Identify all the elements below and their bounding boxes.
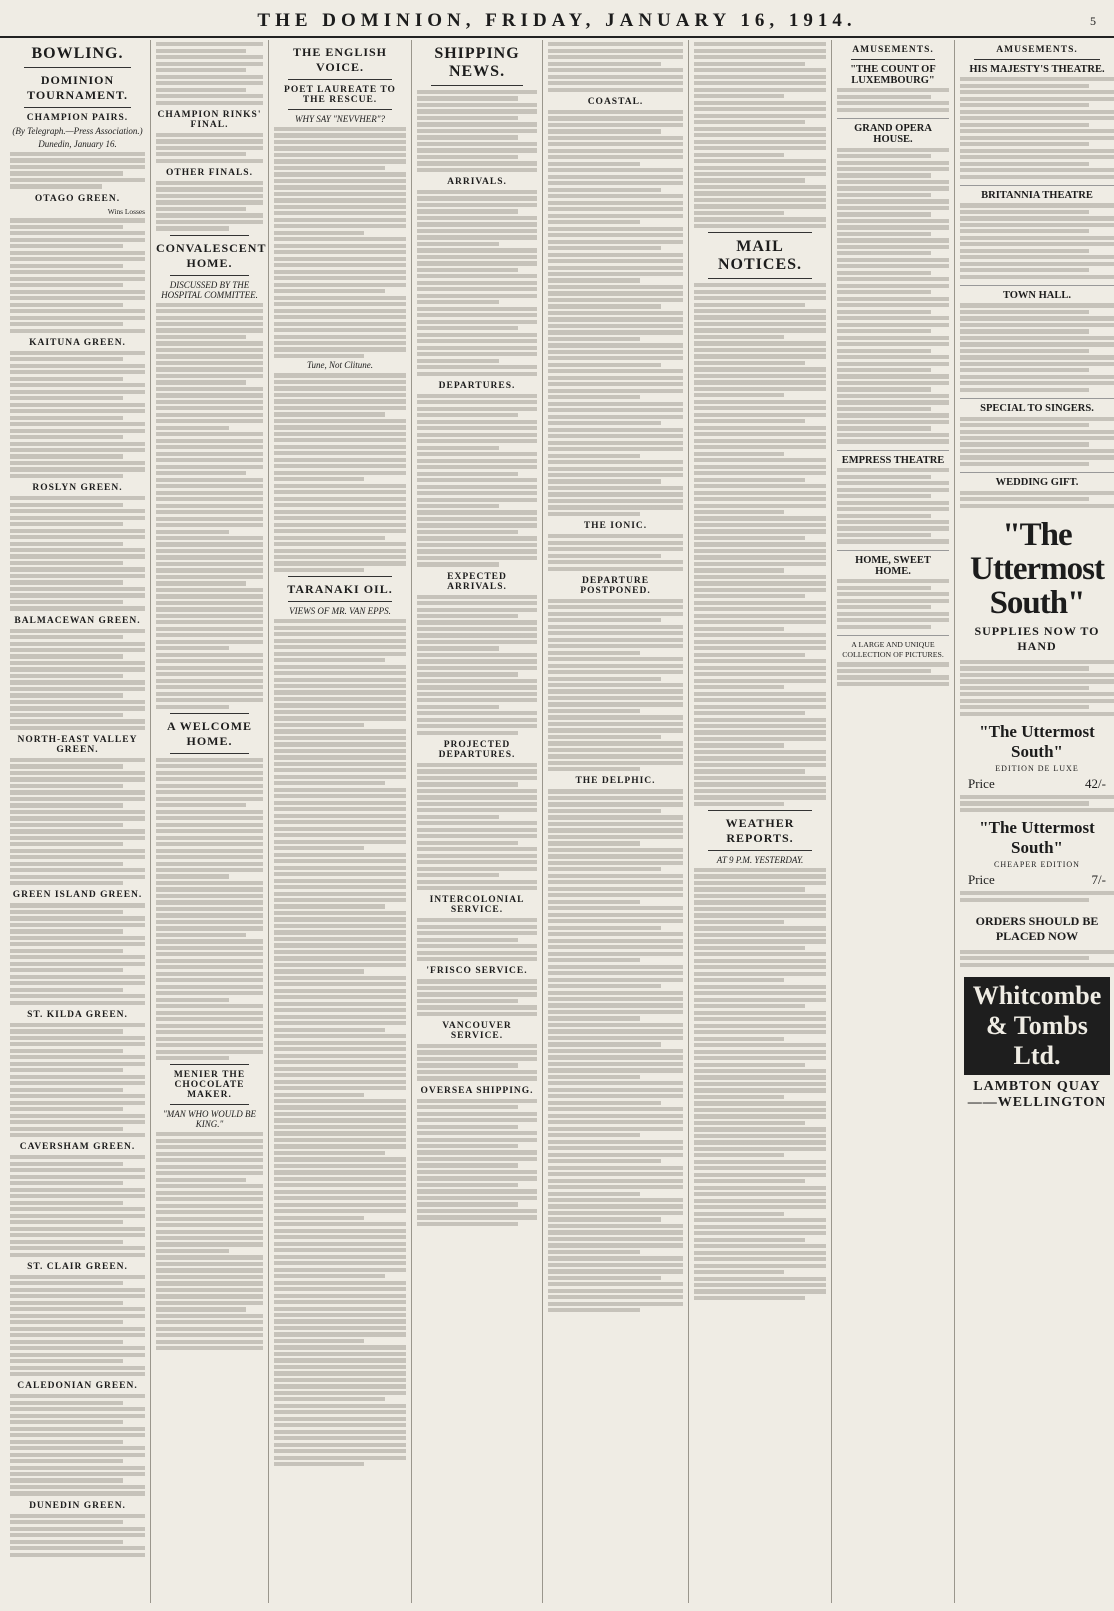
green-heading: NORTH-EAST VALLEY GREEN. [17, 735, 138, 755]
newspaper-columns [8, 40, 1106, 1603]
deluxe-price-row: Price 42/- [968, 775, 1106, 791]
convalescent-sub: DISCUSSED BY THE HOSPITAL COMMITTEE. [161, 279, 258, 300]
menier-heading: MENIER THE CHOCOLATE MAKER. [173, 1070, 246, 1101]
orders-heading: ORDERS SHOULD BE PLACED NOW [975, 913, 1099, 943]
weather-time-sub: AT 9 P.M. YESTERDAY. [716, 854, 804, 865]
green-heading: BALMACEWAN GREEN. [14, 615, 141, 626]
weather-reports-heading: WEATHER REPORTS. [725, 815, 795, 845]
column-5 [546, 40, 689, 1603]
delphic-heading: THE DELPHIC. [575, 776, 656, 787]
wedding-gift-heading: WEDDING GIFT. [995, 477, 1079, 489]
mail-notices-heading: MAIL NOTICES. [717, 238, 803, 274]
projected-departures-heading: PROJECTED DEPARTURES. [438, 739, 516, 760]
cheaper-edition-title: "The Uttermost South" [979, 818, 1095, 858]
ad-grand-opera-house: GRAND OPERA HOUSE. [837, 123, 949, 451]
champion-pairs-heading: CHAMPION PAIRS. [26, 113, 129, 123]
nevvher-sub: WHY SAY "NEVVHER"? [294, 114, 386, 124]
departure-postponed-heading: DEPARTURE POSTPONED. [580, 575, 651, 596]
rinks-final-heading: CHAMPION RINKS' FINAL. [157, 109, 262, 130]
masthead [0, 0, 1114, 38]
ionic-heading: THE IONIC. [583, 521, 648, 532]
arrivals-heading: ARRIVALS. [447, 177, 507, 187]
column-1 [8, 40, 151, 1603]
ad-his-majestys: HIS MAJESTY'S THEATRE. [960, 64, 1114, 186]
ad-special-singers: SPECIAL TO SINGERS. [960, 403, 1114, 473]
newspaper-title: THE DOMINION, FRIDAY, JANUARY 16, 1914. [257, 10, 857, 31]
green-heading: ST. CLAIR GREEN. [27, 1261, 128, 1272]
ad-empress-theatre: EMPRESS THEATRE [837, 455, 949, 551]
van-epps-sub: VIEWS OF MR. VAN EPPS. [289, 606, 391, 617]
tune-sub: Tune, Not Clitune. [306, 360, 373, 371]
byline: (By Telegraph.—Press Association.) [12, 126, 143, 136]
ad-home-sweet-home: HOME, SWEET HOME. [837, 555, 949, 636]
departures-heading: DEPARTURES. [438, 380, 516, 391]
green-heading: GREEN ISLAND GREEN. [12, 890, 143, 901]
green-heading: KAITUNA GREEN. [29, 337, 126, 348]
collection-pictures-ad: A LARGE AND UNIQUE COLLECTION OF PICTURES. [842, 640, 944, 660]
column-8 [958, 40, 1114, 1603]
oversea-shipping-heading: OVERSEA SHIPPING. [420, 1085, 534, 1096]
green-heading: CAVERSHAM GREEN. [19, 1142, 136, 1153]
shipping-news-heading: SHIPPING NEWS. [434, 45, 520, 80]
intercolonial-heading: INTERCOLONIAL SERVICE. [429, 895, 525, 916]
ad-britannia: BRITANNIA THEATRE [960, 190, 1114, 286]
other-finals-heading: OTHER FINALS. [166, 167, 253, 178]
column-7 [835, 40, 955, 1603]
cheaper-edition-sub: CHEAPER EDITION [994, 860, 1080, 870]
coastal-heading: COASTAL. [587, 96, 644, 107]
ad-town-hall: TOWN HALL. [960, 290, 1114, 399]
frisco-heading: 'FRISCO SERVICE. [426, 966, 528, 977]
green-heading: CALEDONIAN GREEN. [17, 1381, 138, 1392]
deluxe-edition-title: "The Uttermost South" [979, 721, 1095, 761]
english-voice-heading: THE ENGLISH VOICE. [292, 45, 388, 74]
green-heading: DUNEDIN GREEN. [29, 1500, 126, 1511]
supplies-heading: SUPPLIES NOW TO HAND [974, 623, 1100, 653]
poet-laureate-sub: POET LAUREATE TO THE RESCUE. [284, 85, 396, 105]
deluxe-edition-sub: EDITION DE LUXE [995, 763, 1079, 773]
amusements-heading-2: AMUSEMENTS. [996, 45, 1078, 55]
green-heading: OTAGO GREEN. [34, 193, 121, 204]
bowling-heading: BOWLING. [31, 45, 124, 62]
taranaki-oil-heading: TARANAKI OIL. [287, 582, 393, 597]
dateline: Dunedin, January 16. [38, 139, 117, 149]
column-2 [154, 40, 269, 1603]
green-heading: ROSLYN GREEN. [32, 483, 123, 494]
column-4 [415, 40, 543, 1603]
welcome-home-heading: A WELCOME HOME. [166, 718, 253, 748]
lambton-quay-sub: LAMBTON QUAY——WELLINGTON [967, 1078, 1107, 1110]
ad-count-luxembourg: "THE COUNT OF LUXEMBOURG" [837, 64, 949, 119]
cheaper-price-row: Price 7/- [968, 872, 1106, 888]
menier-sub: "MAN WHO WOULD BE KING." [162, 1109, 257, 1130]
green-heading: ST. KILDA GREEN. [27, 1009, 128, 1020]
tournament-heading: DOMINION TOURNAMENT. [27, 73, 128, 102]
convalescent-home-heading: CONVALESCENT HOME. [156, 240, 267, 270]
whitcombe-tombs-logo: Whitcombe & Tombs Ltd. [964, 977, 1110, 1075]
uttermost-south-title: "The Uttermost South" [970, 516, 1104, 621]
expected-arrivals-heading: EXPECTED ARRIVALS. [447, 571, 507, 592]
column-6 [692, 40, 832, 1603]
amusements-heading: AMUSEMENTS. [852, 45, 934, 55]
column-3 [272, 40, 412, 1603]
vancouver-heading: VANCOUVER SERVICE. [442, 1020, 512, 1041]
wins-label: Wins Losses [107, 206, 145, 216]
page-number: 5 [1090, 14, 1096, 28]
